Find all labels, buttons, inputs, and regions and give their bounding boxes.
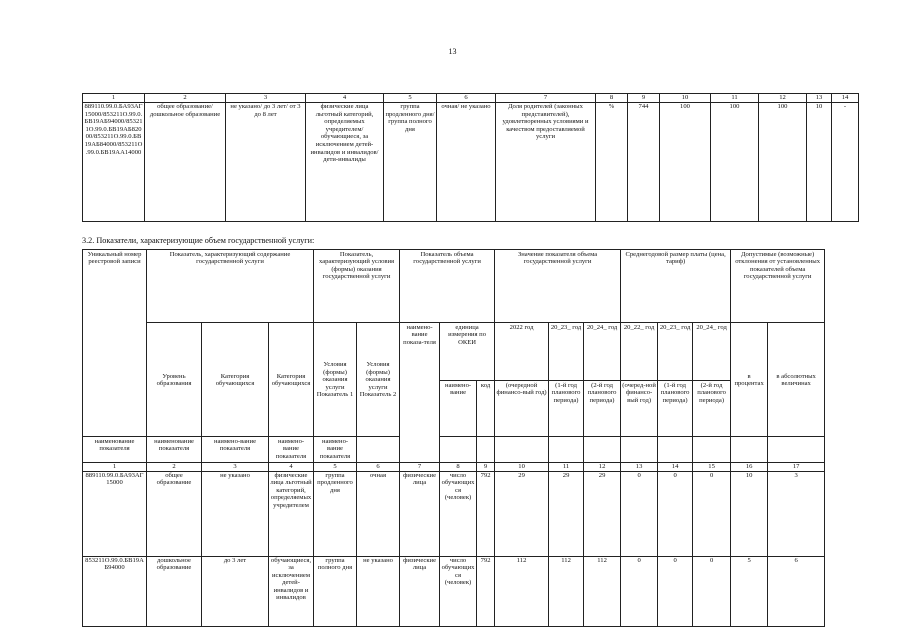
- section-title: 3.2. Показатели, характеризующие объем государственной услуги:: [82, 236, 315, 245]
- header-name-5: наимено-вание показателя: [314, 437, 357, 463]
- table-cell: 12: [759, 94, 807, 103]
- header-unit-name: наимено-вание: [440, 381, 477, 437]
- table-cell: не указано: [202, 472, 269, 557]
- table-cell: 0: [693, 472, 731, 557]
- header-y2022: 2022 год: [495, 323, 549, 381]
- table-cell: 1: [83, 94, 145, 103]
- table-cell: 3: [226, 94, 306, 103]
- header-y2024: 20_24_ год: [584, 323, 621, 381]
- table-cell: 853211О.99.0.БВ19АБ94000: [83, 557, 147, 627]
- table-cell: 2: [147, 463, 202, 472]
- table-cell: Доля родителей (законных представителей), удовлетворенных условиями и качеством предоставляемой услуги: [496, 103, 596, 222]
- table-cell: [440, 437, 477, 463]
- table-cell: 6: [357, 463, 400, 472]
- table-cell: группа продленного дня: [314, 472, 357, 557]
- table-cell: 1: [83, 463, 147, 472]
- header-level: Уровень образования: [147, 323, 202, 437]
- table-cell: [621, 437, 658, 463]
- table-cell: 9: [628, 94, 660, 103]
- table-cell: 29: [495, 472, 549, 557]
- table-cell: 792: [477, 557, 495, 627]
- table-cell: 0: [621, 472, 658, 557]
- table-cell: %: [596, 103, 628, 222]
- header-absolute: в абсолютных величинах: [768, 323, 825, 437]
- table-cell: обучающиеся, за исключением детей-инвалидов и инвалидов: [269, 557, 314, 627]
- table-cell: 889110.99.0.БА93АГ15000: [83, 472, 147, 557]
- header-volume-name: наимено-вание показа-теля: [400, 323, 440, 463]
- table-cell: 0: [658, 472, 693, 557]
- table-cell: 10: [807, 103, 832, 222]
- table-cell: группа полного дня: [314, 557, 357, 627]
- table-cell: [731, 437, 768, 463]
- volume-indicators-table: [82, 249, 825, 627]
- table-cell: [658, 437, 693, 463]
- table-cell: 100: [660, 103, 711, 222]
- table-cell: физические лица льготный категорий, определяемых учредителем: [269, 472, 314, 557]
- header-content: Показатель, характеризующий содержание государственной услуги: [147, 250, 314, 323]
- header-name-3: наимено-вание показателя: [202, 437, 269, 463]
- table-cell: общее образование/ дошкольное образование: [145, 103, 226, 222]
- table-cell: 14: [832, 94, 859, 103]
- header-category: Категория обучающихся: [202, 323, 269, 437]
- header-unit-code: код: [477, 381, 495, 437]
- table-cell: число обучающихся (человек): [440, 557, 477, 627]
- table-cell: до 3 лет: [202, 557, 269, 627]
- table-row: [83, 103, 859, 222]
- header-y2024b: 20_24_ год: [693, 323, 731, 381]
- header-name-2: наименование показателя: [147, 437, 202, 463]
- header-name-4: наимено-вание показателя: [269, 437, 314, 463]
- table-cell: 3: [768, 472, 825, 557]
- table-cell: 6: [437, 94, 496, 103]
- table-cell: 0: [658, 557, 693, 627]
- header-volume: Показатель объема государственной услуги: [400, 250, 495, 323]
- table-cell: 744: [628, 103, 660, 222]
- table-cell: 792: [477, 472, 495, 557]
- table-cell: 5: [314, 463, 357, 472]
- table-cell: 889110.99.0.БА93АГ15000/853211О.99.0.БВ19АБ94000/853211О.99.0.БВ19АБ82000/853211О.99.0.БВ19АБ84000/853211О.99.0.БВ19АА14000: [83, 103, 145, 222]
- table-cell: не указано/ до 3 лет/ от 3 до 8 лет: [226, 103, 306, 222]
- table-cell: 3: [202, 463, 269, 472]
- table-cell: 112: [495, 557, 549, 627]
- table-row: [83, 557, 825, 627]
- table-cell: 8: [596, 94, 628, 103]
- header-y2023b: 20_23_ год: [658, 323, 693, 381]
- table-cell: 17: [768, 463, 825, 472]
- table-cell: 13: [807, 94, 832, 103]
- table-cell: 4: [306, 94, 384, 103]
- table-cell: 15: [693, 463, 731, 472]
- header-value: Значение показателя объема государственной услуги: [495, 250, 621, 323]
- table-cell: 11: [711, 94, 759, 103]
- header-name-1: наименование показателя: [83, 437, 147, 463]
- table-cell: 10: [660, 94, 711, 103]
- table-cell: 5: [731, 557, 768, 627]
- table-cell: 8: [440, 463, 477, 472]
- table-cell: [584, 437, 621, 463]
- header-p2b: (2-й год планового периода): [693, 381, 731, 437]
- table-cell: 29: [584, 472, 621, 557]
- table-cell: 2: [145, 94, 226, 103]
- table-cell: общее образование: [147, 472, 202, 557]
- table-cell: 29: [549, 472, 584, 557]
- table-cell: 4: [269, 463, 314, 472]
- table-cell: 5: [384, 94, 437, 103]
- table-cell: физические лица: [400, 472, 440, 557]
- header-form-1: Условия (формы) оказания услуги Показатель 1: [314, 323, 357, 437]
- table-cell: 9: [477, 463, 495, 472]
- table-cell: 112: [549, 557, 584, 627]
- table-cell: дошкольное образование: [147, 557, 202, 627]
- table-cell: [357, 437, 400, 463]
- header-y2022b: 20_22_ год: [621, 323, 658, 381]
- quality-indicators-table: [82, 93, 859, 222]
- header-unit: единица измерения по ОКЕИ: [440, 323, 495, 381]
- header-fin: (очередной финансо-вый год): [495, 381, 549, 437]
- table-cell: [693, 437, 731, 463]
- table-cell: 112: [584, 557, 621, 627]
- table-row: [83, 472, 825, 557]
- table-cell: физические лица льготный категорий, определяемых учредителем/ обучающиеся, за исключением детей-инвалидов и инвалидов/ дети-инвалиды: [306, 103, 384, 222]
- header-y2023: 20_23_ год: [549, 323, 584, 381]
- table-cell: 11: [549, 463, 584, 472]
- header-p2: (2-й год планового периода): [584, 381, 621, 437]
- header-avg-price: Среднегодовой размер платы (цена, тариф): [621, 250, 731, 323]
- table-cell: 6: [768, 557, 825, 627]
- table-cell: [477, 437, 495, 463]
- table1-column-numbers: [83, 94, 859, 103]
- table-cell: 100: [759, 103, 807, 222]
- table-cell: 0: [693, 557, 731, 627]
- table-cell: 7: [400, 463, 440, 472]
- header-p1b: (1-й год планового периода): [658, 381, 693, 437]
- header-unique-number: Уникальный номер реестровой записи: [83, 250, 147, 437]
- table-cell: 14: [658, 463, 693, 472]
- header-p1: (1-й год планового периода): [549, 381, 584, 437]
- table-cell: [768, 437, 825, 463]
- table-cell: 13: [621, 463, 658, 472]
- table-cell: не указано: [357, 557, 400, 627]
- table-cell: 10: [495, 463, 549, 472]
- table-cell: [549, 437, 584, 463]
- header-form-2: Условия (формы) оказания услуги Показатель 2: [357, 323, 400, 437]
- header-conditions: Показатель, характеризующий условия (формы) оказания государственной услуги: [314, 250, 400, 323]
- table-cell: число обучающихся (человек): [440, 472, 477, 557]
- table-cell: 0: [621, 557, 658, 627]
- table2-column-numbers: [83, 463, 825, 472]
- table-cell: 10: [731, 472, 768, 557]
- header-finb: (очеред-ной финансо-вый год): [621, 381, 658, 437]
- header-allowed-deviation: Допустимые (возможные) отклонения от установленных показателей объема государственной услуги: [731, 250, 825, 323]
- table-cell: группа продленного дня/ группа полного дня: [384, 103, 437, 222]
- table-cell: 12: [584, 463, 621, 472]
- table-cell: физические лица: [400, 557, 440, 627]
- table-cell: 16: [731, 463, 768, 472]
- table-cell: 100: [711, 103, 759, 222]
- page-number: 13: [448, 47, 457, 56]
- table-cell: -: [832, 103, 859, 222]
- table-cell: очная/ не указано: [437, 103, 496, 222]
- table-cell: [495, 437, 549, 463]
- header-category-2: Категория обучающихся: [269, 323, 314, 437]
- header-percent: в процентах: [731, 323, 768, 437]
- table-cell: 7: [496, 94, 596, 103]
- table-cell: очная: [357, 472, 400, 557]
